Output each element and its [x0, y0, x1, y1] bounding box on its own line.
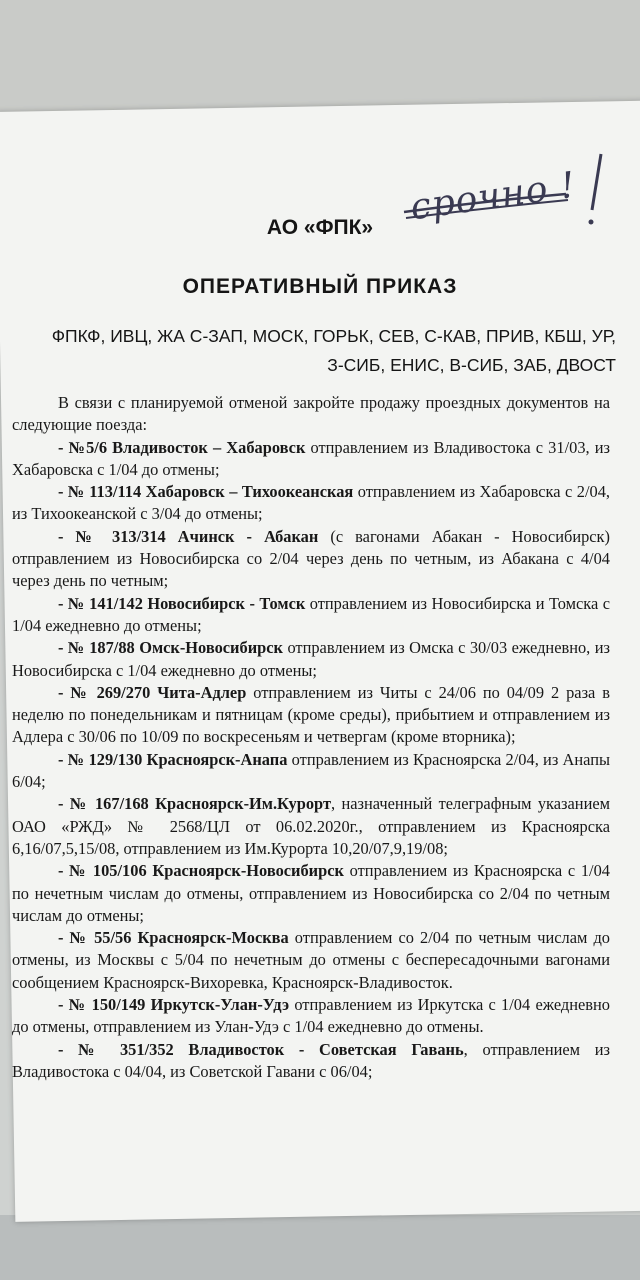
- train-route: - № 113/114 Хабаровск – Тихоокеанская: [58, 482, 354, 502]
- document-title: ОПЕРАТИВНЫЙ ПРИКАЗ: [182, 275, 458, 298]
- train-route: - № 55/56 Красноярск-Москва: [58, 928, 289, 948]
- train-route: - № 129/130 Красноярск-Анапа: [58, 749, 288, 769]
- organization-name: АО «ФПК»: [266, 216, 374, 239]
- train-item: [12, 593, 610, 638]
- train-item: [12, 682, 610, 749]
- train-item: [12, 860, 610, 927]
- train-route: - № 187/88 Омск-Новосибирск: [58, 638, 283, 658]
- train-route: - № 141/142 Новосибирск - Томск: [58, 593, 306, 613]
- train-details: отправлением из Омска с 30/03 ежедневно, из Новосибирска с 1/04 ежедневно до отмены;: [12, 638, 610, 680]
- order-body: [12, 392, 610, 1083]
- background-surface: [0, 1215, 640, 1280]
- train-details: отправлением из Новосибирска и Томска с 1/04 ежедневно до отмены;: [12, 593, 610, 635]
- train-route: - № 269/270 Чита-Адлер: [58, 682, 247, 702]
- recipients-line: З-СИБ, ЕНИС, В-СИБ, ЗАБ, ДВОСТ: [327, 355, 616, 375]
- train-details: , назначенный телеграфным указанием ОАО «РЖД» № 2568/ЦЛ от 06.02.2020г., отправлением из Красноярска 6,16/07,5,15/08, отправлением из Им.Курорта 10,20/07,9,19/08;: [12, 794, 610, 858]
- train-item: [12, 927, 610, 994]
- train-item: [12, 793, 610, 860]
- train-item: [12, 637, 610, 682]
- train-details: отправлением из Красноярска 2/04, из Анапы 6/04;: [12, 749, 610, 792]
- handwritten-urgent-text: срочно !: [407, 164, 579, 229]
- train-item: [12, 749, 610, 794]
- recipients-line: ФПКФ, ИВЦ, ЖА С-ЗАП, МОСК, ГОРЬК, СЕВ, С-КАВ, ПРИВ, КБШ, УР,: [51, 326, 616, 346]
- train-details: отправлением из Владивостока с 31/03, из Хабаровска с 1/04 до отмены;: [12, 437, 610, 479]
- train-route: - № 167/168 Красноярск-Им.Курорт: [58, 794, 331, 814]
- train-route: - № 351/352 Владивосток - Советская Гавань: [58, 1039, 464, 1059]
- train-route: - № 313/314 Ачинск - Абакан: [58, 526, 319, 546]
- train-item: [12, 994, 610, 1039]
- train-details: отправлением из Иркутска с 1/04 ежедневно до отмены, отправлением из Улан-Удэ с 1/04 ежедневно до отмены.: [12, 995, 610, 1037]
- recipients-block: [40, 322, 616, 380]
- train-item: [12, 481, 610, 526]
- train-details: , отправлением из Владивостока с 04/04, из Советской Гавани с 06/04;: [12, 1039, 610, 1081]
- train-route: - № 150/149 Иркутск-Улан-Удэ: [58, 995, 290, 1015]
- train-item: [12, 526, 610, 593]
- train-details: отправлением из Хабаровска с 2/04, из Тихоокеанской с 3/04 до отмены;: [12, 482, 610, 524]
- train-details: (с вагонами Абакан - Новосибирск) отправлением из Новосибирска со 2/04 через день по четным, из Абакана с 4/04 через день по четным;: [12, 526, 610, 591]
- train-route: - №5/6 Владивосток – Хабаровск: [58, 437, 306, 457]
- train-details: отправлением из Красноярска с 1/04 по нечетным числам до отмены, отправлением из Новосибирска со 2/04 по четным числам до отмены;: [12, 861, 610, 925]
- train-route: - № 105/106 Красноярск-Новосибирск: [58, 861, 344, 881]
- train-details: отправлением со 2/04 по четным числам до отмены, из Москвы с 5/04 по нечетным до отмены с беспересадочными вагонами сообщением Красноярск-Вихоревка, Красноярск-Владивосток.: [12, 928, 610, 992]
- train-item: [12, 1039, 610, 1084]
- train-details: отправлением из Читы с 24/06 по 04/09 2 раза в неделю по понедельникам и пятницам (кроме среды), прибытием и отправлением из Адлера с 30/06 по 10/09 по воскресеньям и четвергам (кроме вторника);: [12, 682, 610, 747]
- train-item: [12, 437, 610, 482]
- intro-paragraph: В связи с планируемой отменой закройте продажу проездных документов на следующие поезда:: [12, 393, 610, 435]
